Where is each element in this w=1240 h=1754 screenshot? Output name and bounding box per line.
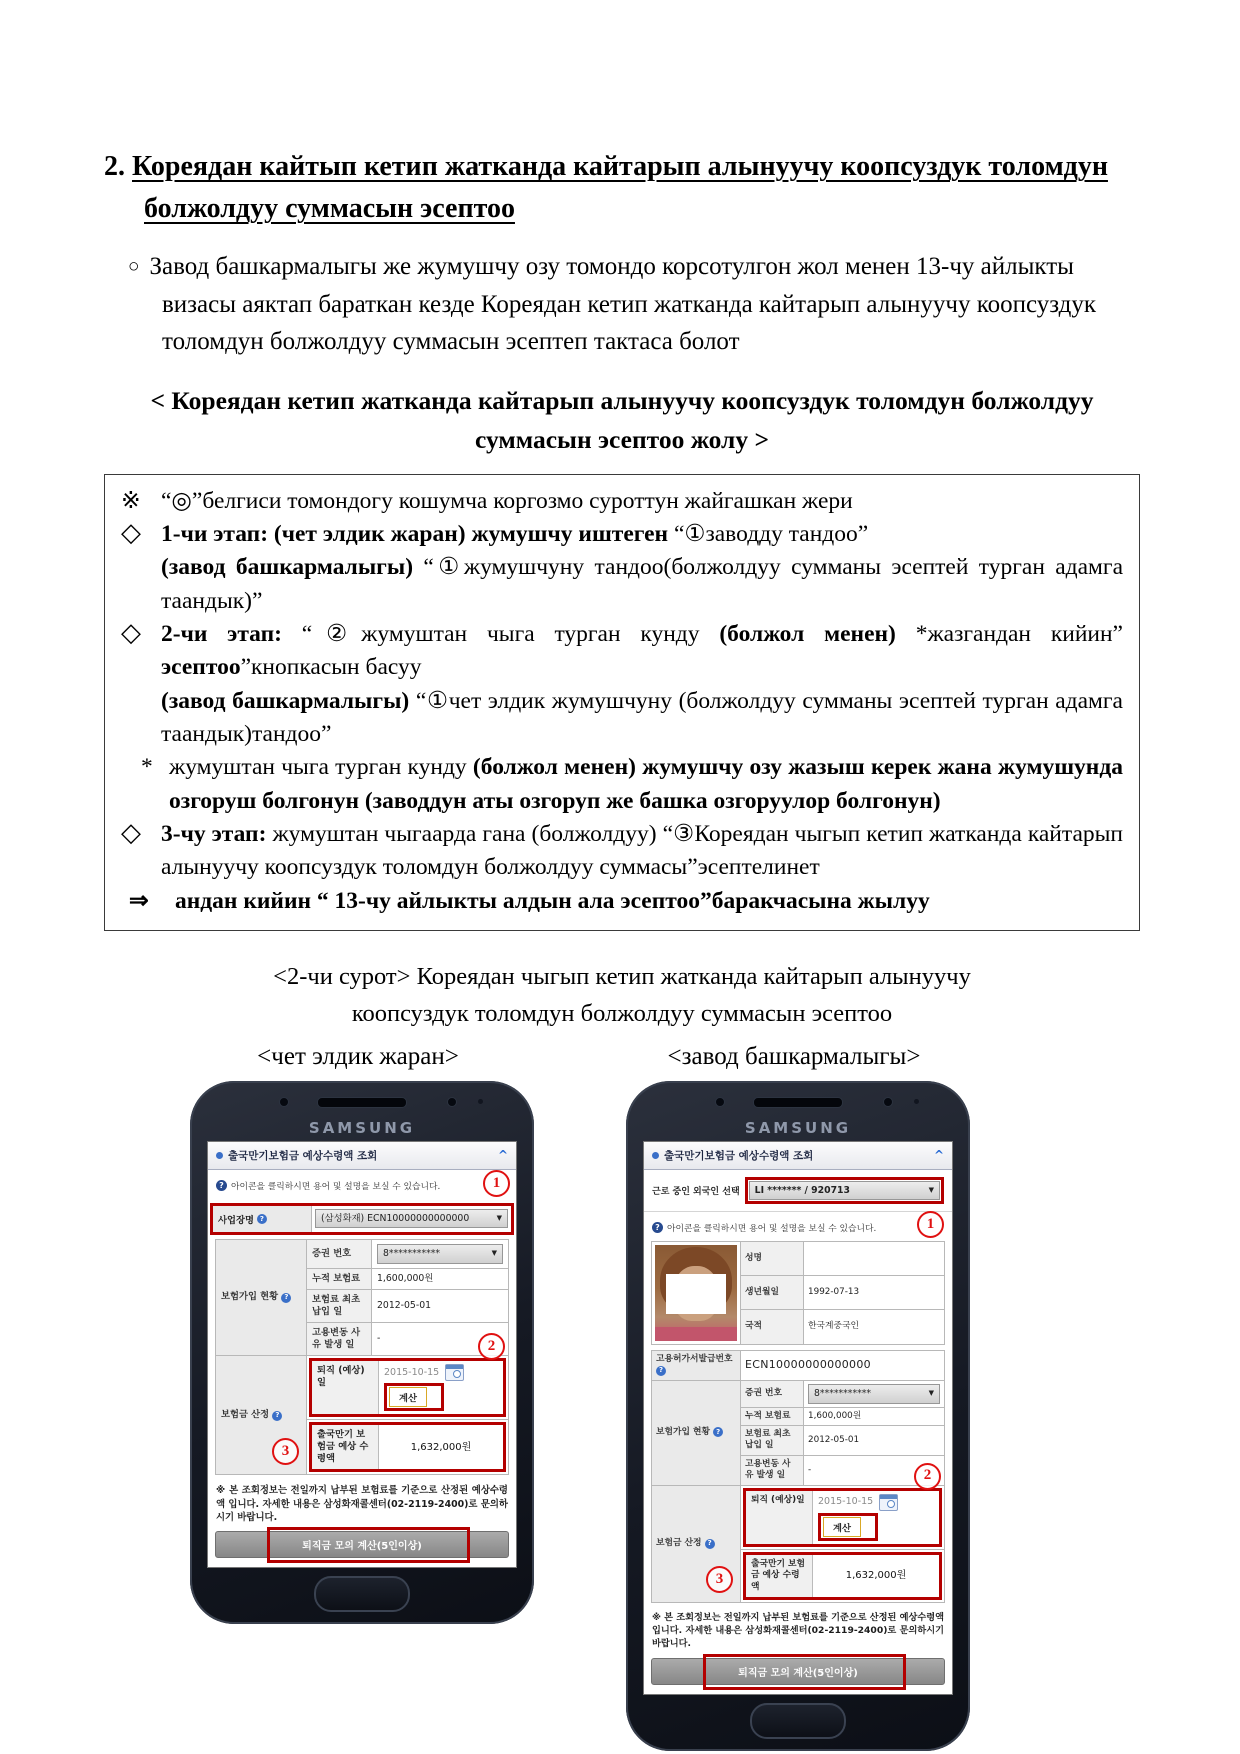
birthdate-value: 1992-07-13 [804, 1276, 945, 1310]
employment-change-value: - [804, 1455, 945, 1485]
table-row [652, 1350, 945, 1380]
annotation-redbox-3 [281, 1422, 506, 1472]
annotation-circle-3: 3 [272, 1438, 299, 1465]
instruction-line: ⇒ андан кийин “ 13-чу айлыкты алдын ала эсептоо”баракчасына жылуу [111, 885, 1123, 918]
first-payment-label: 보험료 최초 납입 일 [307, 1289, 372, 1322]
annotation-redbox-3 [715, 1552, 942, 1600]
expected-payout-value: 1,632,000원 [845, 1570, 907, 1582]
first-payment-label: 보험료 최초 납입 일 [741, 1426, 804, 1456]
foreign-worker-select-label: 근로 중인 외국인 선택 [652, 1186, 740, 1197]
app-header [644, 1142, 952, 1170]
bullet-icon [652, 1152, 659, 1159]
intro-paragraph [128, 248, 1140, 361]
chevron-up-icon[interactable]: ^ [497, 1148, 508, 1163]
instruction-line: ◇ 3-чу этап: жумуштан чыгаарда гана (болжолдуу) “③Кореядан чыгып кетип жатканда кайтарып алынуучу коопсуздук толомдун болжолдуу суммасы”эсептелинет [111, 818, 1123, 885]
first-payment-value: 2012-05-01 [804, 1426, 945, 1456]
calc-section-label: 보험금 산정 ? [652, 1485, 741, 1602]
instruction-line: (завод башкармалыгы) “①чет элдик жумушчуну (болжолдуу сумманы эсептей турган адамга таандык)тандоо” [161, 687, 1123, 748]
instruction-line: * жумуштан чыга турган кунду (болжол менен) жумушчу озу жазыш керек жана жумушунда озгоруш болгонун (заводдун аты озгоруп же башка озгоруулор болгонун) [111, 751, 1123, 818]
help-icon[interactable]: ? [713, 1427, 723, 1437]
line-marker: ◇ [121, 617, 141, 647]
policy-number-value: 8*********** [383, 1247, 441, 1259]
right-phone-bezel [630, 1085, 966, 1747]
permit-number-label: 고용허가서발급번호 ? [652, 1350, 741, 1380]
business-name-dropdown[interactable] [315, 1209, 508, 1229]
table-row [216, 1239, 509, 1268]
home-button[interactable] [750, 1703, 846, 1739]
nationality-label: 국적 [741, 1310, 804, 1344]
policy-number-cell [372, 1239, 509, 1268]
employment-change-label: 고용변동 사유 발생 일 [307, 1323, 372, 1356]
policy-number-dropdown[interactable] [377, 1244, 503, 1264]
policy-number-dropdown[interactable] [808, 1384, 940, 1404]
profile-photo-cell [652, 1241, 741, 1344]
business-name-label-text: 사업장명 [218, 1214, 254, 1226]
retirement-simulation-button[interactable]: 퇴직금 모의 계산(5인이상) [651, 1658, 945, 1685]
help-icon[interactable]: ? [272, 1411, 282, 1421]
right-phone-top [643, 1085, 953, 1141]
info-text: 아이콘을 클릭하시면 용어 및 설명을 보실 수 있습니다. [231, 1181, 441, 1192]
cumulative-premium-value: 1,600,000원 [372, 1268, 509, 1289]
left-phone [190, 1081, 534, 1624]
section-subheading: < Кореядан кетип жатканда кайтарып алынуучу коопсуздук толомдун болжолдуу суммасын эсептоо жолу > [150, 385, 1094, 455]
help-icon[interactable]: ? [705, 1539, 715, 1549]
left-phone-top [207, 1085, 517, 1141]
info-line [644, 1212, 952, 1241]
line-marker: ◇ [121, 517, 141, 547]
brand-logo: SAMSUNG [744, 1118, 852, 1137]
intro-text: Завод башкармалыгы же жумушчу озу томондо корсотулгон жол менен 13-чу айлыкты визасы аяктап бараткан кезде Кореядан кетип жатканда кайтарып алынуучу коопсуздук толомдун болжолдуу суммасын эсептеп тактаса болот [149, 253, 1097, 355]
figure-caption: <2-чи сурот> Кореядан чыгып кетип жатканда кайтарып алынуучу коопсуздук толомдун болжолдуу суммасын эсептоо [273, 963, 971, 1027]
policy-number-label: 증권 번호 [741, 1380, 804, 1407]
app-header-title: 출국만기보험금 예상수령액 조회 [664, 1149, 814, 1162]
info-text: 아이콘을 클릭하시면 용어 및 설명을 보실 수 있습니다. [667, 1223, 877, 1234]
retirement-date-value: 2015-10-15 [818, 1496, 874, 1508]
expected-payout-label: 출국만기 보험금 예상 수령액 [746, 1555, 813, 1597]
help-icon[interactable]: ? [281, 1293, 291, 1303]
help-icon[interactable]: ? [216, 1180, 227, 1191]
table-row [652, 1485, 945, 1549]
calendar-icon[interactable] [445, 1364, 464, 1381]
dropdown-arrow-icon: ▼ [496, 1214, 502, 1223]
info-line [208, 1170, 516, 1199]
annotation-circle-3: 3 [706, 1566, 733, 1593]
help-icon[interactable]: ? [257, 1214, 267, 1224]
instruction-box [104, 474, 1140, 932]
camera-icon [279, 1097, 289, 1107]
line-marker: ◇ [121, 818, 141, 848]
annotation-redbox-calc [818, 1513, 878, 1541]
page-title [104, 146, 1140, 230]
left-phone-bezel [194, 1085, 530, 1620]
permit-number-value: ECN10000000000000 [741, 1350, 945, 1380]
insurance-section-label: 보험가입 현황 ? [652, 1380, 741, 1485]
line-marker: ⇒ [129, 887, 149, 914]
retirement-date-label: 퇴직 (예상)일 [312, 1361, 379, 1414]
calc-button[interactable]: 계산 [823, 1517, 861, 1537]
line-marker: ※ [121, 487, 141, 514]
business-name-value: (삼성화재) ECN10000000000000 [321, 1212, 470, 1224]
right-phone [626, 1081, 970, 1751]
policy-number-value: 8*********** [814, 1387, 872, 1399]
phones-row [58, 1043, 1094, 1751]
name-value [804, 1241, 945, 1275]
instruction-line: ◇ 1-чи этап: (чет элдик жаран) жумушчу иштеген “①заводду тандоо” [111, 518, 1123, 551]
sensor-icon [914, 1099, 919, 1104]
sensor-icon [478, 1099, 483, 1104]
expected-payout-value: 1,632,000원 [410, 1441, 472, 1453]
avatar-shirt [655, 1327, 737, 1340]
employment-change-label: 고용변동 사유 발생 일 [741, 1455, 804, 1485]
annotation-circle-1: 1 [917, 1211, 944, 1238]
birthdate-label: 생년월일 [741, 1276, 804, 1310]
cumulative-premium-label: 누적 보험료 [741, 1407, 804, 1425]
app-header [208, 1142, 516, 1170]
instruction-line: ※ “◎”белгиси томондогу кошумча коргозмо суроттун жайгашкан жери [111, 485, 1123, 518]
calc-button[interactable]: 계산 [389, 1387, 427, 1407]
chevron-up-icon[interactable]: ^ [933, 1148, 944, 1163]
insurance-section-label: 보험가입 현황 ? [216, 1239, 307, 1355]
camera-icon [715, 1097, 725, 1107]
cumulative-premium-label: 누적 보험료 [307, 1268, 372, 1289]
left-phone-bottom [207, 1568, 517, 1620]
title-text: Кореядан кайтып кетип жатканда кайтарып алынуучу коопсуздук толомдун болжолдуу суммасын эсептоо [132, 151, 1108, 224]
privacy-redaction-box [666, 1274, 727, 1314]
title-number: 2. [104, 151, 125, 182]
app-header-title: 출국만기보험금 예상수령액 조회 [228, 1149, 378, 1162]
annotation-redbox-1 [745, 1177, 944, 1204]
home-button[interactable] [314, 1576, 410, 1612]
camera-icon [447, 1097, 457, 1107]
retirement-date-cell [813, 1491, 939, 1544]
name-label: 성명 [741, 1241, 804, 1275]
cumulative-premium-value: 1,600,000원 [804, 1407, 945, 1425]
nationality-value: 한국계중국인 [804, 1310, 945, 1344]
line-marker: * [141, 754, 153, 781]
bullet-icon [216, 1152, 223, 1159]
business-name-label [213, 1206, 312, 1232]
foreign-worker-select[interactable] [749, 1181, 940, 1200]
bottom-button-bar [644, 1658, 952, 1694]
policy-number-cell [804, 1380, 945, 1407]
right-phone-bottom [643, 1695, 953, 1747]
right-phone-label: <завод башкармалыгы> [667, 1042, 921, 1070]
annotation-redbox-calc [384, 1383, 444, 1411]
expected-payout-label: 출국만기 보험금 예상 수령액 [312, 1425, 379, 1469]
calc-section-label: 보험금 산정 ? [216, 1356, 307, 1475]
retirement-date-cell [379, 1361, 503, 1414]
left-phone-label: <чет элдик жаран> [257, 1042, 459, 1070]
employment-change-value: - [372, 1323, 509, 1356]
table-row [216, 1356, 509, 1420]
table-row [652, 1380, 945, 1407]
right-phone-column [626, 1043, 962, 1751]
dropdown-arrow-icon: ▼ [491, 1249, 497, 1258]
policy-number-label: 증권 번호 [307, 1239, 372, 1268]
retirement-date-label: 퇴직 (예상)일 [746, 1491, 813, 1544]
left-phone-column [190, 1043, 526, 1751]
annotation-circle-2: 2 [478, 1333, 505, 1360]
help-icon[interactable]: ? [652, 1222, 663, 1233]
profile-photo [655, 1245, 737, 1341]
instruction-line: ◇ 2-чи этап: “②жумуштан чыга турган кунду (болжол менен) *жазгандан кийин” эсептоо”кнопкасын басуу [111, 618, 1123, 685]
retirement-date-value: 2015-10-15 [384, 1366, 440, 1378]
first-payment-value: 2012-05-01 [372, 1289, 509, 1322]
right-phone-screen [643, 1141, 953, 1695]
annotation-redbox-1 [210, 1203, 514, 1235]
brand-logo: SAMSUNG [308, 1118, 416, 1137]
profile-table-wrap [644, 1241, 952, 1603]
dropdown-arrow-icon: ▼ [928, 1186, 934, 1195]
bullet-marker: ○ [128, 256, 140, 277]
payout-cell [715, 1549, 945, 1602]
camera-icon [883, 1097, 893, 1107]
instruction-line: (завод башкармалыгы) “①жумушчуну тандоо(болжолдуу сумманы эсептей турган адамга таандык)” [161, 554, 1124, 614]
table-row [652, 1241, 945, 1275]
foreign-worker-select-value: LI ******* / 920713 [754, 1184, 850, 1196]
left-table-wrap [208, 1239, 516, 1476]
speaker-grill [753, 1097, 843, 1108]
retirement-simulation-button[interactable]: 퇴직금 모의 계산(5인이상) [215, 1531, 509, 1558]
dropdown-arrow-icon: ▼ [928, 1389, 934, 1398]
calendar-icon[interactable] [879, 1494, 898, 1511]
screen-footnote: ※ 본 조회정보는 전일까지 납부된 보험료를 기준으로 산정된 예상수령액 입니다. 자세한 내용은 삼성화재콜센터(02-2119-2400)로 문의하시기 바랍니다. [652, 1612, 944, 1649]
annotation-circle-2: 2 [914, 1463, 941, 1490]
bottom-button-bar [208, 1531, 516, 1567]
payout-cell [281, 1420, 509, 1475]
business-name-value-cell [312, 1206, 511, 1232]
annotation-circle-1: 1 [483, 1170, 510, 1197]
screen-footnote: ※ 본 조회정보는 전일까지 납부된 보험료를 기준으로 산정된 예상수령액 입니다. 자세한 내용은 삼성화재콜센터(02-2119-2400)로 문의하시기 바랍니다. [216, 1485, 508, 1523]
help-icon[interactable]: ? [656, 1366, 666, 1376]
left-phone-screen [207, 1141, 517, 1568]
speaker-grill [317, 1097, 407, 1108]
